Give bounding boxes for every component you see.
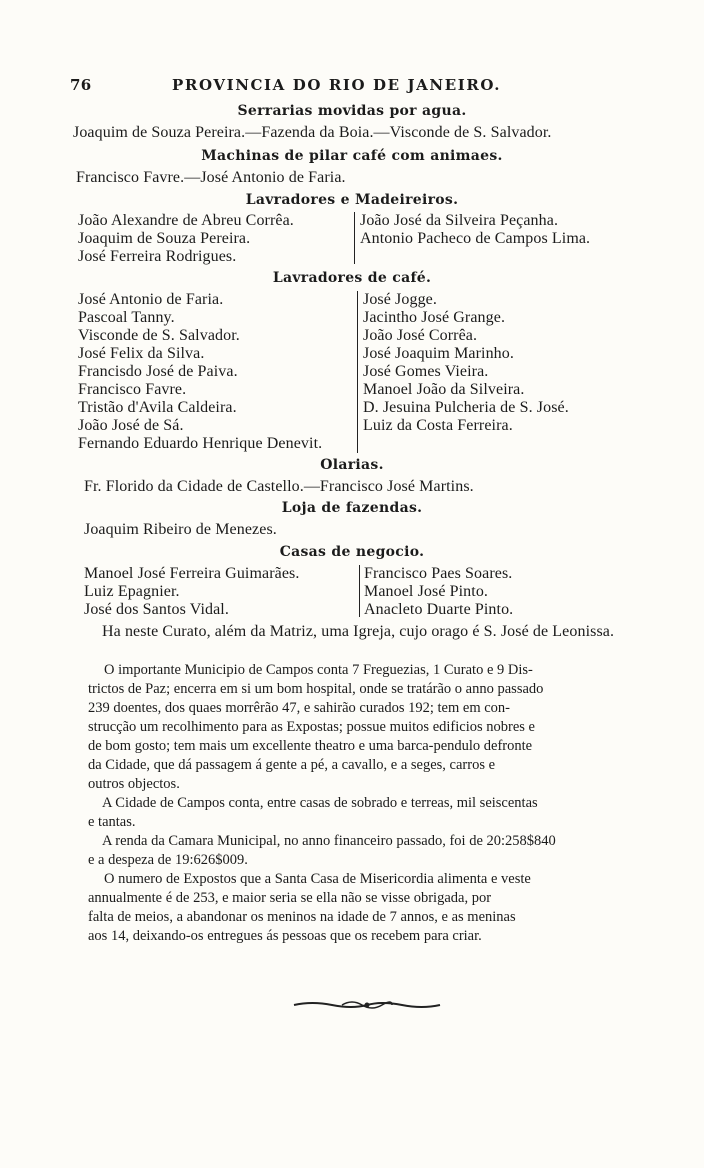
- heading-loja: Loja de fazendas.: [281, 500, 423, 516]
- column-divider: [354, 212, 355, 264]
- paragraph-line: A renda da Camara Municipal, no anno financeiro passado, foi de 20:258$840: [102, 833, 556, 849]
- paragraph-line: de bom gosto; tem mais um excellente theatro e uma barca-pendulo defronte: [88, 738, 533, 754]
- paragraph-line: annualmente é de 253, e maior seria se ella não se visse obrigada, por: [88, 890, 492, 906]
- list-item: Francisco Paes Soares.: [364, 565, 513, 582]
- list-item: Pascoal Tanny.: [78, 309, 175, 326]
- serrarias-line: Joaquim de Souza Pereira.—Fazenda da Boia.—Visconde de S. Salvador.: [73, 124, 552, 141]
- paragraph-line: 239 doentes, dos quaes morrêrão 47, e sahirão curados 192; tem em con-: [88, 700, 510, 716]
- list-item: José Felix da Silva.: [78, 345, 205, 362]
- list-item: José Joaquim Marinho.: [363, 345, 514, 362]
- column-divider: [357, 291, 358, 453]
- list-item: Manoel João da Silveira.: [363, 381, 525, 398]
- paragraph-line: A Cidade de Campos conta, entre casas de sobrado e terreas, mil seiscentas: [102, 795, 538, 811]
- list-item: Anacleto Duarte Pinto.: [364, 601, 514, 618]
- paragraph-line: O numero de Expostos que a Santa Casa de Misericordia alimenta e veste: [104, 871, 531, 887]
- list-item: João Alexandre de Abreu Corrêa.: [78, 212, 294, 229]
- list-item: D. Jesuina Pulcheria de S. José.: [363, 399, 569, 416]
- list-item: José dos Santos Vidal.: [84, 601, 229, 618]
- list-item: Francisco Favre.: [78, 381, 187, 398]
- paragraph-line: e a despeza de 19:626$009.: [88, 852, 248, 868]
- list-item: Jacintho José Grange.: [363, 309, 506, 326]
- list-item: Manoel José Pinto.: [364, 583, 489, 600]
- paragraph-line: da Cidade, que dá passagem á gente a pé, a cavallo, e a seges, carros e: [88, 757, 496, 773]
- heading-lavradores-madeireiros: Lavradores e Madeireiros.: [245, 192, 459, 208]
- page-number: 76: [70, 76, 92, 94]
- list-item: João José da Silveira Peçanha.: [360, 212, 559, 229]
- list-item: Tristão d'Avila Caldeira.: [78, 399, 237, 416]
- list-item: Antonio Pacheco de Campos Lima.: [360, 230, 591, 247]
- paragraph-line: e tantas.: [88, 814, 136, 830]
- paragraph-line: falta de meios, a abandonar os meninos na idade de 7 annos, e as meninas: [88, 909, 516, 925]
- list-item: José Antonio de Faria.: [78, 291, 224, 308]
- paragraph-line: outros objectos.: [88, 776, 180, 792]
- list-item: Visconde de S. Salvador.: [78, 327, 240, 344]
- list-item: José Gomes Vieira.: [363, 363, 489, 380]
- list-item: José Jogge.: [363, 291, 437, 308]
- list-item: Francisdo José de Paiva.: [78, 363, 238, 380]
- paragraph-line: aos 14, deixando-os entregues ás pessoas que os recebem para criar.: [88, 928, 482, 944]
- list-item: Joaquim de Souza Pereira.: [78, 230, 251, 247]
- heading-olarias: Olarias.: [320, 457, 384, 473]
- list-item: Fernando Eduardo Henrique Denevit.: [78, 435, 323, 452]
- olarias-line: Fr. Florido da Cidade de Castello.—Francisco José Martins.: [84, 478, 474, 495]
- curato-note: Ha neste Curato, além da Matriz, uma Igreja, cujo orago é S. José de Leonissa.: [102, 623, 615, 640]
- machinas-line: Francisco Favre.—José Antonio de Faria.: [76, 169, 346, 186]
- list-item: Luiz da Costa Ferreira.: [363, 417, 513, 434]
- list-item: Luiz Epagnier.: [84, 583, 180, 600]
- column-divider: [359, 565, 360, 617]
- list-item: José Ferreira Rodrigues.: [78, 248, 237, 265]
- list-item: João José de Sá.: [78, 417, 184, 434]
- paragraph-line: trictos de Paz; encerra em si um bom hospital, onde se tratárão o anno passado: [88, 681, 544, 697]
- heading-machinas: Machinas de pilar café com animaes.: [201, 148, 503, 164]
- list-item: Manoel José Ferreira Guimarães.: [84, 565, 300, 582]
- scroll-ornament-icon: [292, 999, 442, 1011]
- paragraph-line: O importante Municipio de Campos conta 7 Freguezias, 1 Curato e 9 Dis-: [104, 662, 533, 678]
- heading-casas: Casas de negocio.: [279, 544, 425, 560]
- heading-serrarias: Serrarias movidas por agua.: [237, 103, 467, 119]
- loja-line: Joaquim Ribeiro de Menezes.: [84, 521, 277, 538]
- running-title: PROVINCIA DO RIO DE JANEIRO.: [172, 76, 502, 94]
- paragraph-line: strucção um recolhimento para as Expostas; possue muitos edificios nobres e: [88, 719, 535, 735]
- heading-lavradores-cafe: Lavradores de café.: [272, 270, 432, 286]
- list-item: João José Corrêa.: [363, 327, 478, 344]
